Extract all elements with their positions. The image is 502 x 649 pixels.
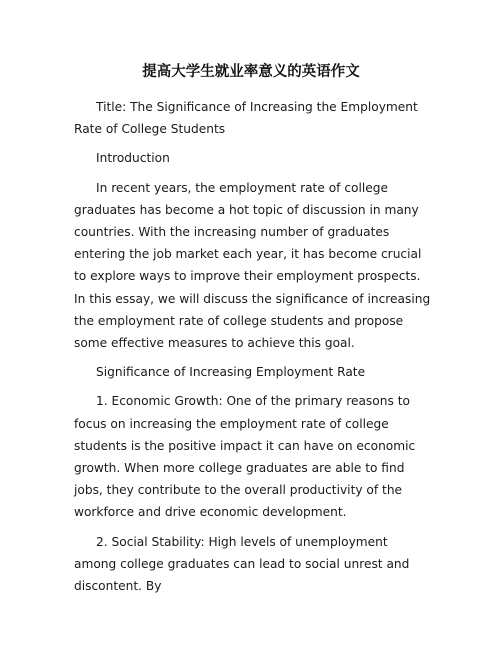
paragraph-social-stability: 2. Social Stability: High levels of unemployment among college graduates can lead to social unrest and discontent. By	[74, 534, 410, 594]
document-body	[74, 96, 432, 604]
paragraph-economic-growth: 1. Economic Growth: One of the primary reasons to focus on increasing the employment rate of college students is the positive impact it can have on economic growth. When more college graduates are able to find jobs, they contribute to the overall productivity of the workforce and drive economic development.	[74, 394, 416, 520]
section-heading-significance: Significance of Increasing Employment Rate	[96, 365, 366, 380]
section-heading-introduction: Introduction	[96, 151, 170, 166]
document-title: 提高大学生就业率意义的英语作文	[142, 64, 360, 80]
paragraph-introduction: In recent years, the employment rate of college graduates has become a hot topic of discussion in many countries. With the increasing number of graduates entering the job market each year, it has become crucial to explore ways to improve their employment prospects. In this essay, we will discuss the significance of increasing the employment rate of college students and propose some effective measures to achieve this goal.	[74, 180, 431, 351]
essay-title-line: Title: The Significance of Increasing the Employment Rate of College Students	[74, 100, 418, 137]
